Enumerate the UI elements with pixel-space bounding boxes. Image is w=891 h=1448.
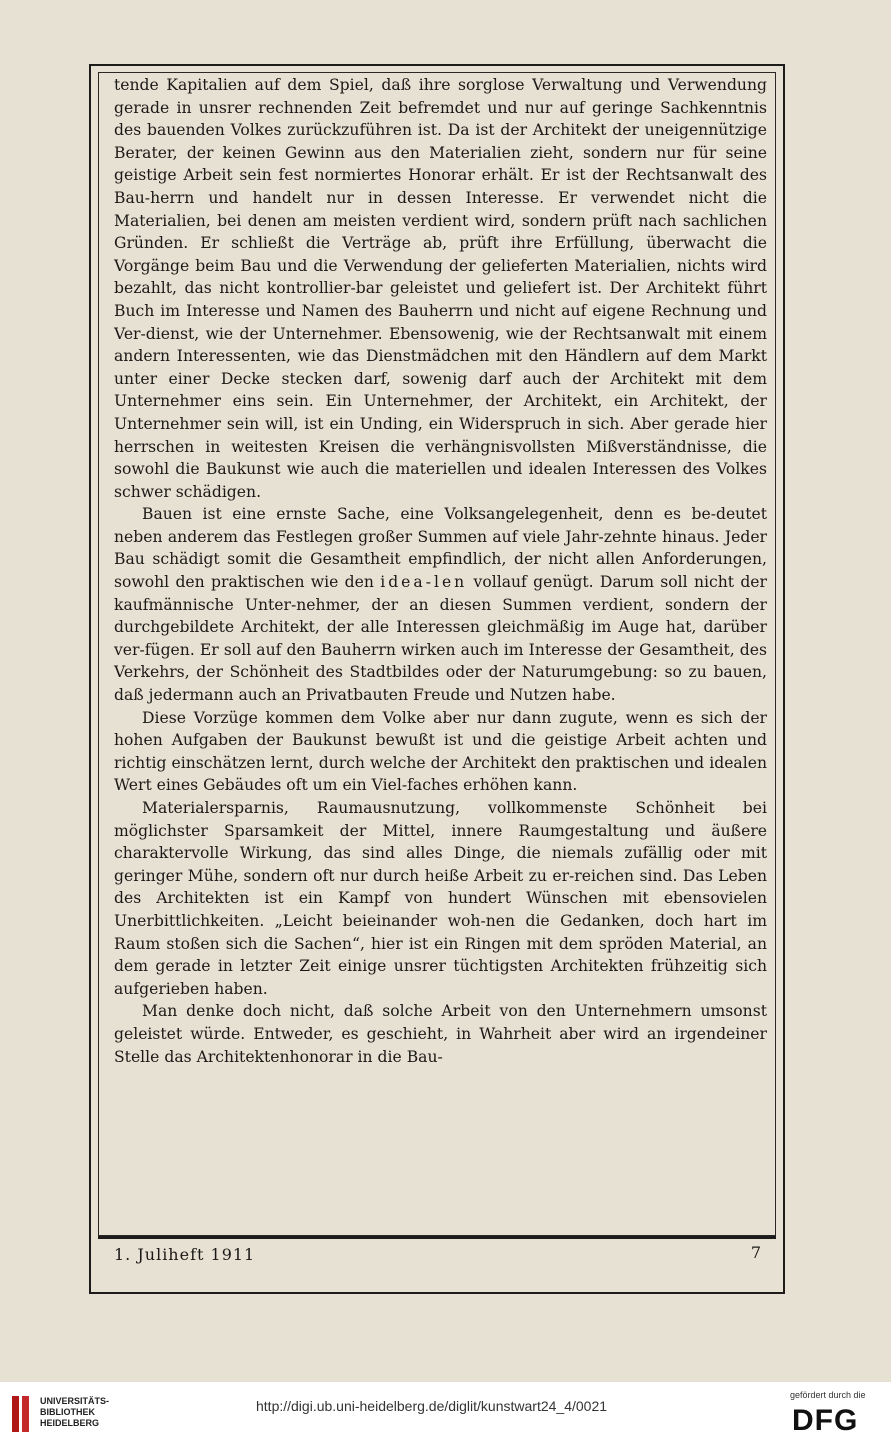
funded-by-label: gefördert durch die [790, 1390, 866, 1400]
issue-footer: 1. Juliheft 1911 [114, 1245, 256, 1264]
library-logo-icon [10, 1394, 32, 1434]
footer-rule [98, 1236, 776, 1239]
permalink-url[interactable]: http://digi.ub.uni-heidelberg.de/diglit/kunstwart24_4/0021 [256, 1398, 608, 1414]
dfg-logo: DFG [792, 1404, 859, 1437]
library-name: UNIVERSITÄTS- BIBLIOTHEK HEIDELBERG [40, 1396, 110, 1428]
spaced-word: idea-len [380, 573, 468, 592]
paragraph-3: Diese Vorzüge kommen dem Volke aber nur dann zugute, wenn es sich der hohen Aufgaben der Baukunst bewußt ist und die geistige Arbeit achten und richtig einschätzen lernt, durch welche der Architekt den praktischen und idealen Wert eines Gebäudes oft um ein Viel-faches erhöhen kann. [114, 708, 767, 795]
body-text [114, 74, 767, 1068]
viewer-bar [0, 1382, 891, 1448]
paragraph-1: tende Kapitalien auf dem Spiel, daß ihre sorglose Verwaltung und Verwendung gerade in unsrer rechnenden Zeit befremdet und nur auf geringe Sachkenntnis des bauenden Volkes zurückzuführen ist. Da ist der Architekt der uneigennützige Berater, der keinen Gewinn aus den Materialien zieht, sondern nur für seine geistige Arbeit sein fest normiertes Honorar erhält. Er ist der Rechtsanwalt des Bau-herrn und handelt nur in dessen Interesse. Er verwendet nicht die Materialien, bei denen am meisten verdient wird, sondern prüft nach sachlichen Gründen. Er schließt die Verträge ab, prüft ihre Erfüllung, überwacht die Vorgänge beim Bau und die Verwendung der gelieferten Materialien, nichts wird bezahlt, das nicht kontrollier-bar geleistet und geliefert ist. Der Architekt führt Buch im Interesse und Namen des Bauherrn und nicht auf eigene Rechnung und Ver-dienst, wie der Unternehmer. Ebensowenig, wie der Rechtsanwalt mit einem andern Interessenten, wie das Dienstmädchen mit den Händlern auf dem Markt unter einer Decke stecken darf, sowenig darf auch der Architekt mit dem Unternehmer eins sein. Ein Unternehmer, der Architekt, ein Architekt, der Unternehmer sein will, ist ein Unding, ein Widerspruch in sich. Aber gerade hier herrschen in weitesten Kreisen die verhängnisvollsten Mißverständnisse, die sowohl die Baukunst wie auch die materiellen und idealen Interessen des Volkes schwer schädigen. [114, 76, 767, 501]
paragraph-2: Bauen ist eine ernste Sache, eine Volksangelegenheit, denn es be-deutet neben anderem das Festlegen großer Summen auf viele Jahr-zehnte hinaus. Jeder Bau schädigt somit die Gesamtheit empfindlich, der nicht allen Anforderungen, sowohl den praktischen wie den idea-len vollauf genügt. Darum soll nicht der kaufmännische Unter-nehmer, der an diesen Summen verdient, sondern der durchgebildete Architekt, der alle Interessen gleichmäßig im Auge hat, darüber ver-fügen. Er soll auf den Bauherrn wirken auch im Interesse der Gesamtheit, des Verkehrs, der Schönheit des Stadtbildes oder der Naturumgebung: so zu bauen, daß jedermann auch an Privatbauten Freude und Nutzen habe. [114, 505, 767, 705]
page-number: 7 [750, 1243, 761, 1262]
paragraph-4: Materialersparnis, Raumausnutzung, vollkommenste Schönheit bei möglichster Sparsamkeit der Mittel, innere Raumgestaltung und äußere charaktervolle Wirkung, das sind alles Dinge, die niemals zufällig oder mit geringer Mühe, sondern oft nur durch heiße Arbeit zu er-reichen sind. Das Leben des Architekten ist ein Kampf von hundert Wünschen mit ebensovielen Unerbittlichkeiten. „Leicht beieinander woh-nen die Gedanken, doch hart im Raum stoßen sich die Sachen“, hier ist ein Ringen mit dem spröden Material, an dem gerade in letzter Zeit einige unsrer tüchtigsten Architekten frühzeitig sich aufgerieben haben. [114, 799, 767, 998]
paragraph-5: Man denke doch nicht, daß solche Arbeit von den Unternehmern umsonst geleistet würde. Entweder, es geschieht, in Wahrheit aber wird an irgendeiner Stelle das Architektenhonorar in die Bau- [114, 1002, 767, 1066]
